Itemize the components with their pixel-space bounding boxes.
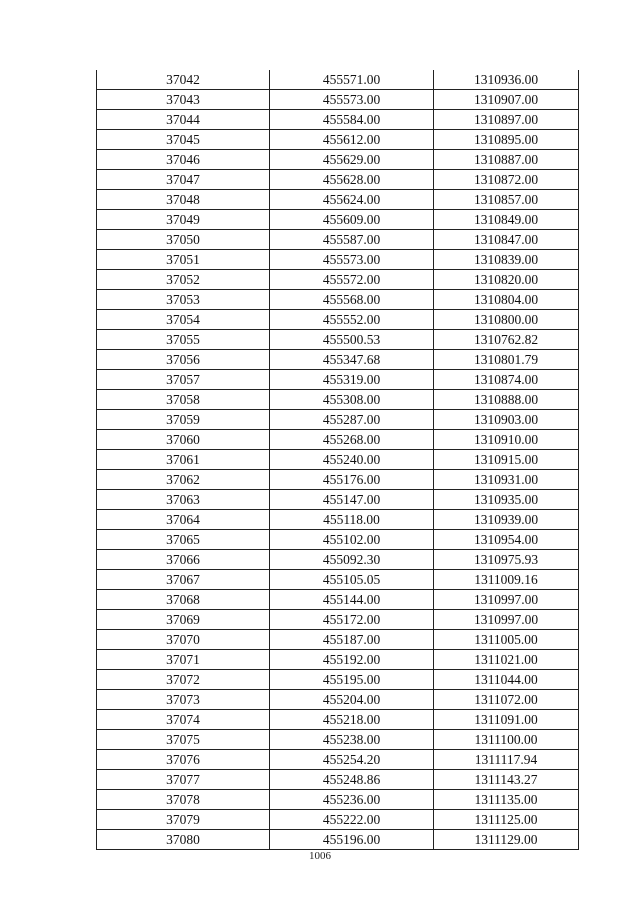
table-row	[97, 550, 579, 570]
point-id-cell: 37045	[97, 130, 270, 150]
point-id-cell: 37076	[97, 750, 270, 770]
easting-cell: 455287.00	[270, 410, 434, 430]
table-row	[97, 130, 579, 150]
point-id-cell: 37077	[97, 770, 270, 790]
table-row	[97, 330, 579, 350]
point-id-cell: 37078	[97, 790, 270, 810]
table-row	[97, 650, 579, 670]
easting-cell: 455587.00	[270, 230, 434, 250]
easting-cell: 455105.05	[270, 570, 434, 590]
easting-cell: 455102.00	[270, 530, 434, 550]
northing-cell: 1310872.00	[434, 170, 579, 190]
table-row	[97, 270, 579, 290]
point-id-cell: 37070	[97, 630, 270, 650]
northing-cell: 1310915.00	[434, 450, 579, 470]
easting-cell: 455196.00	[270, 830, 434, 850]
easting-cell: 455248.86	[270, 770, 434, 790]
point-id-cell: 37068	[97, 590, 270, 610]
easting-cell: 455147.00	[270, 490, 434, 510]
easting-cell: 455268.00	[270, 430, 434, 450]
point-id-cell: 37073	[97, 690, 270, 710]
point-id-cell: 37053	[97, 290, 270, 310]
point-id-cell: 37075	[97, 730, 270, 750]
point-id-cell: 37047	[97, 170, 270, 190]
point-id-cell: 37061	[97, 450, 270, 470]
table-row	[97, 810, 579, 830]
table-row	[97, 410, 579, 430]
northing-cell: 1310857.00	[434, 190, 579, 210]
table-row	[97, 610, 579, 630]
northing-cell: 1310887.00	[434, 150, 579, 170]
point-id-cell: 37079	[97, 810, 270, 830]
point-id-cell: 37044	[97, 110, 270, 130]
point-id-cell: 37060	[97, 430, 270, 450]
easting-cell: 455347.68	[270, 350, 434, 370]
northing-cell: 1311117.94	[434, 750, 579, 770]
easting-cell: 455552.00	[270, 310, 434, 330]
northing-cell: 1310895.00	[434, 130, 579, 150]
easting-cell: 455218.00	[270, 710, 434, 730]
northing-cell: 1311143.27	[434, 770, 579, 790]
easting-cell: 455092.30	[270, 550, 434, 570]
northing-cell: 1310903.00	[434, 410, 579, 430]
table-row	[97, 570, 579, 590]
point-id-cell: 37046	[97, 150, 270, 170]
northing-cell: 1311005.00	[434, 630, 579, 650]
easting-cell: 455236.00	[270, 790, 434, 810]
northing-cell: 1310997.00	[434, 590, 579, 610]
northing-cell: 1311129.00	[434, 830, 579, 850]
point-id-cell: 37063	[97, 490, 270, 510]
table-row	[97, 190, 579, 210]
coordinate-table	[96, 70, 579, 850]
northing-cell: 1311072.00	[434, 690, 579, 710]
point-id-cell: 37066	[97, 550, 270, 570]
table-row	[97, 750, 579, 770]
northing-cell: 1310839.00	[434, 250, 579, 270]
northing-cell: 1311091.00	[434, 710, 579, 730]
easting-cell: 455319.00	[270, 370, 434, 390]
easting-cell: 455572.00	[270, 270, 434, 290]
table-row	[97, 690, 579, 710]
point-id-cell: 37057	[97, 370, 270, 390]
table-row	[97, 770, 579, 790]
northing-cell: 1310931.00	[434, 470, 579, 490]
northing-cell: 1310907.00	[434, 90, 579, 110]
easting-cell: 455568.00	[270, 290, 434, 310]
table-row	[97, 390, 579, 410]
table-row	[97, 730, 579, 750]
table-row	[97, 450, 579, 470]
table-row	[97, 490, 579, 510]
easting-cell: 455571.00	[270, 70, 434, 90]
point-id-cell: 37072	[97, 670, 270, 690]
northing-cell: 1311021.00	[434, 650, 579, 670]
point-id-cell: 37054	[97, 310, 270, 330]
northing-cell: 1311100.00	[434, 730, 579, 750]
northing-cell: 1310849.00	[434, 210, 579, 230]
table-row	[97, 370, 579, 390]
point-id-cell: 37062	[97, 470, 270, 490]
easting-cell: 455192.00	[270, 650, 434, 670]
table-row	[97, 70, 579, 90]
easting-cell: 455629.00	[270, 150, 434, 170]
easting-cell: 455254.20	[270, 750, 434, 770]
easting-cell: 455240.00	[270, 450, 434, 470]
northing-cell: 1310936.00	[434, 70, 579, 90]
easting-cell: 455609.00	[270, 210, 434, 230]
table-row	[97, 470, 579, 490]
easting-cell: 455172.00	[270, 610, 434, 630]
table-row	[97, 210, 579, 230]
northing-cell: 1310874.00	[434, 370, 579, 390]
table-row	[97, 350, 579, 370]
easting-cell: 455238.00	[270, 730, 434, 750]
northing-cell: 1311135.00	[434, 790, 579, 810]
easting-cell: 455204.00	[270, 690, 434, 710]
point-id-cell: 37055	[97, 330, 270, 350]
easting-cell: 455500.53	[270, 330, 434, 350]
northing-cell: 1311125.00	[434, 810, 579, 830]
point-id-cell: 37042	[97, 70, 270, 90]
page-number: 1006	[309, 850, 331, 862]
northing-cell: 1310935.00	[434, 490, 579, 510]
easting-cell: 455584.00	[270, 110, 434, 130]
point-id-cell: 37067	[97, 570, 270, 590]
point-id-cell: 37048	[97, 190, 270, 210]
table-row	[97, 290, 579, 310]
northing-cell: 1310975.93	[434, 550, 579, 570]
northing-cell: 1310910.00	[434, 430, 579, 450]
table-row	[97, 310, 579, 330]
easting-cell: 455573.00	[270, 90, 434, 110]
easting-cell: 455187.00	[270, 630, 434, 650]
easting-cell: 455222.00	[270, 810, 434, 830]
table-row	[97, 510, 579, 530]
table-row	[97, 530, 579, 550]
table-row	[97, 710, 579, 730]
table-row	[97, 250, 579, 270]
point-id-cell: 37071	[97, 650, 270, 670]
table-row	[97, 430, 579, 450]
table-row	[97, 790, 579, 810]
northing-cell: 1310847.00	[434, 230, 579, 250]
northing-cell: 1310954.00	[434, 530, 579, 550]
easting-cell: 455118.00	[270, 510, 434, 530]
point-id-cell: 37043	[97, 90, 270, 110]
easting-cell: 455612.00	[270, 130, 434, 150]
easting-cell: 455624.00	[270, 190, 434, 210]
point-id-cell: 37056	[97, 350, 270, 370]
northing-cell: 1310888.00	[434, 390, 579, 410]
table-body	[97, 70, 579, 850]
easting-cell: 455195.00	[270, 670, 434, 690]
table-row	[97, 110, 579, 130]
table-row	[97, 670, 579, 690]
point-id-cell: 37050	[97, 230, 270, 250]
table-row	[97, 630, 579, 650]
point-id-cell: 37080	[97, 830, 270, 850]
northing-cell: 1310897.00	[434, 110, 579, 130]
northing-cell: 1311009.16	[434, 570, 579, 590]
table-row	[97, 150, 579, 170]
table-row	[97, 170, 579, 190]
point-id-cell: 37059	[97, 410, 270, 430]
easting-cell: 455628.00	[270, 170, 434, 190]
point-id-cell: 37052	[97, 270, 270, 290]
table-row	[97, 230, 579, 250]
northing-cell: 1310800.00	[434, 310, 579, 330]
point-id-cell: 37049	[97, 210, 270, 230]
northing-cell: 1311044.00	[434, 670, 579, 690]
northing-cell: 1310762.82	[434, 330, 579, 350]
point-id-cell: 37074	[97, 710, 270, 730]
northing-cell: 1310820.00	[434, 270, 579, 290]
point-id-cell: 37064	[97, 510, 270, 530]
easting-cell: 455144.00	[270, 590, 434, 610]
northing-cell: 1310997.00	[434, 610, 579, 630]
easting-cell: 455573.00	[270, 250, 434, 270]
northing-cell: 1310939.00	[434, 510, 579, 530]
easting-cell: 455308.00	[270, 390, 434, 410]
point-id-cell: 37065	[97, 530, 270, 550]
point-id-cell: 37069	[97, 610, 270, 630]
point-id-cell: 37058	[97, 390, 270, 410]
table-row	[97, 90, 579, 110]
northing-cell: 1310804.00	[434, 290, 579, 310]
table-row	[97, 590, 579, 610]
easting-cell: 455176.00	[270, 470, 434, 490]
table-row	[97, 830, 579, 850]
northing-cell: 1310801.79	[434, 350, 579, 370]
point-id-cell: 37051	[97, 250, 270, 270]
